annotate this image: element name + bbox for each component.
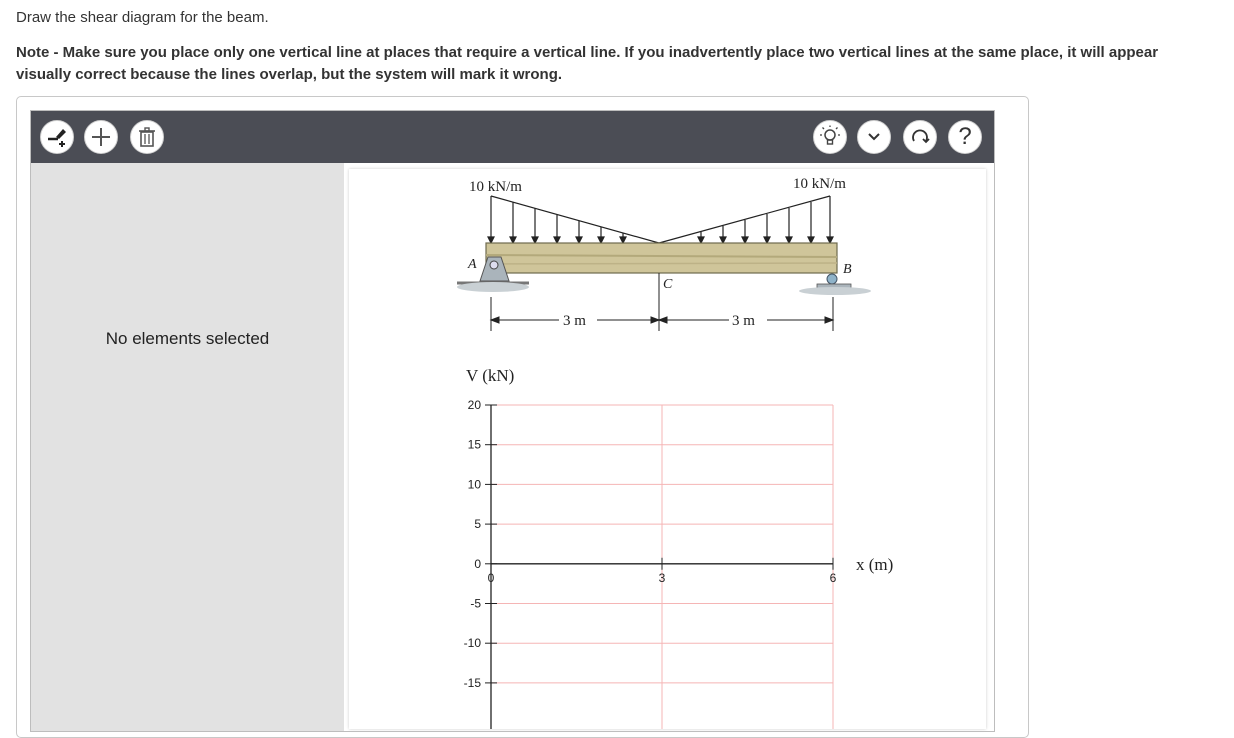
question-instruction: Draw the shear diagram for the beam. — [16, 9, 269, 26]
y-tick-label: 20 — [467, 398, 481, 412]
graph-tick-labels — [464, 398, 837, 690]
help-glyph: ? — [958, 123, 972, 150]
support-a-label: A — [468, 257, 477, 272]
trash-icon[interactable] — [130, 120, 164, 154]
side-panel-message: No elements selected — [105, 329, 270, 348]
y-tick-label: 5 — [474, 517, 481, 532]
beam-and-graph-svg — [349, 169, 986, 729]
plus-icon[interactable] — [84, 120, 118, 154]
hint-lightbulb-icon[interactable] — [813, 120, 847, 154]
distributed-load-right — [659, 196, 833, 243]
x-tick-label: 6 — [829, 570, 837, 585]
dimension-lines — [491, 297, 833, 331]
graph-axes — [485, 405, 833, 729]
dimension-left-label: 3 m — [563, 313, 586, 329]
support-b-roller — [799, 274, 871, 295]
x-tick-label: 0 — [487, 570, 495, 585]
help-icon[interactable] — [948, 120, 982, 154]
draw-line-icon[interactable] — [40, 120, 74, 154]
support-b-label: B — [843, 262, 852, 277]
question-note: Note - Make sure you place only one vertical line at places that require a vertical line. If you inadvertently place two vertical lines at the same place, it will appear visually correct because the lines overlap, but the system will mark it wrong. — [16, 44, 1159, 83]
drawing-widget — [30, 110, 995, 732]
dimension-right-label: 3 m — [732, 313, 755, 329]
graph-y-axis-label: V (kN) — [466, 366, 515, 385]
y-tick-label: -10 — [463, 636, 481, 651]
drawing-canvas[interactable] — [349, 169, 986, 729]
load-right-label: 10 kN/m — [793, 176, 846, 192]
reset-icon[interactable] — [903, 120, 937, 154]
y-tick-label: 0 — [474, 556, 481, 571]
graph-x-axis-label: x (m) — [856, 555, 894, 574]
point-c-label: C — [663, 277, 673, 292]
y-tick-label: 15 — [467, 437, 481, 452]
x-tick-label: 3 — [658, 570, 666, 585]
y-tick-label: -15 — [463, 675, 481, 690]
widget-toolbar — [31, 111, 994, 163]
side-panel — [31, 163, 344, 731]
load-left-label: 10 kN/m — [469, 179, 522, 195]
distributed-load-left — [488, 196, 659, 243]
beam — [486, 243, 837, 273]
y-tick-label: -5 — [470, 596, 481, 611]
chevron-down-icon[interactable] — [857, 120, 891, 154]
y-tick-label: 10 — [467, 477, 481, 492]
